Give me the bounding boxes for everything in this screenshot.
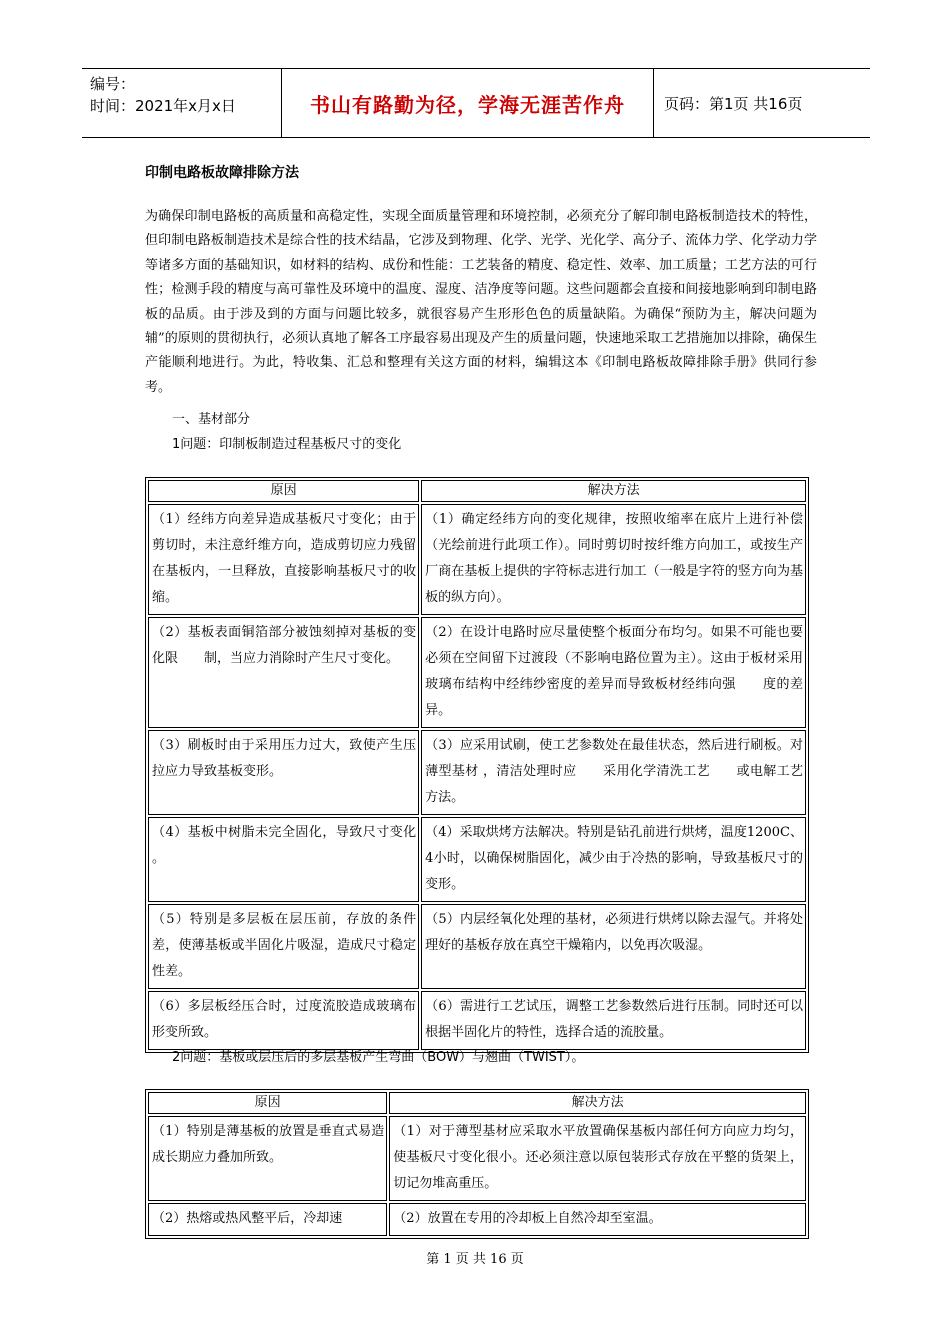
table-row xyxy=(148,817,806,902)
cause-cell: （3）刷板时由于采用压力过大，致使产生压拉应力导致基板变形。 xyxy=(148,730,419,815)
table-row xyxy=(148,617,806,728)
table-header-row xyxy=(148,480,806,502)
table-row xyxy=(148,904,806,989)
cause-cell: （6）多层板经压合时，过度流胶造成玻璃布形变所致。 xyxy=(148,991,419,1050)
header-cause: 原因 xyxy=(148,480,419,502)
table-2 xyxy=(145,1089,809,1239)
document-title: 印制电路板故障排除方法 xyxy=(145,165,299,181)
cause-cell: （2）热熔或热风整平后，冷却速 xyxy=(148,1203,387,1236)
cause-cell: （1）特别是薄基板的放置是垂直式易造成长期应力叠加所致。 xyxy=(148,1116,387,1201)
page-info-text: 页码：第1页 共16页 xyxy=(664,94,803,113)
intro-paragraph: 为确保印制电路板的高质量和高稳定性，实现全面质量管理和环境控制，必须充分了解印制电路板制造技术的特性，但印制电路板制造技术是综合性的技术结晶，它涉及到物理、化学、光学、光化学、高分子、流体力学、化学动力学等诸多方面的基础知识，如材料的结构、成份和性能：工艺装备的精度、稳定性、效率、加工质量；工艺方法的可行性；检测手段的精度与高可靠性及环境中的温度、湿度、洁净度等问题。这些问题都会直接和间接地影响到印制电路板的品质。由于涉及到的方面与问题比较多，就很容易产生形形色色的质量缺陷。为确保“预防为主，解决问题为辅”的原则的贯彻执行，必须认真地了解各工序最容易出现及产生的质量问题，快速地采取工艺措施加以排除，确保生产能顺利地进行。为此，特收集、汇总和整理有关这方面的材料，编辑这本《印制电路板故障排除手册》供同行参考。 xyxy=(145,209,817,395)
table-header-row xyxy=(148,1092,806,1114)
solution-cell: （2）放置在专用的冷却板上自然冷却至室温。 xyxy=(389,1203,806,1236)
table-row xyxy=(148,991,806,1050)
page-header xyxy=(82,68,870,138)
question-1: 1问题：印制板制造过程基板尺寸的变化 xyxy=(172,437,402,452)
section-heading: 一、基材部分 xyxy=(172,412,251,427)
time-label: 时间：2021年x月x日 xyxy=(90,97,236,115)
table-row xyxy=(148,730,806,815)
table-row xyxy=(148,504,806,615)
page-footer: 第 1 页 共 16 页 xyxy=(426,1252,524,1267)
solution-cell: （6）需进行工艺试压，调整工艺参数然后进行压制。同时还可以根据半固化片的特性，选择合适的流胶量。 xyxy=(421,991,806,1050)
solution-cell: （4）采取烘烤方法解决。特别是钻孔前进行烘烤，温度1200C、4小时，以确保树脂固化，减少由于冷热的影响，导致基板尺寸的变形。 xyxy=(421,817,806,902)
table-row xyxy=(148,1116,806,1201)
header-meta xyxy=(82,69,282,137)
header-motto-cell xyxy=(282,69,654,137)
solution-cell: （2）在设计电路时应尽量使整个板面分布均匀。如果不可能也要必须在空间留下过渡段（不影响电路位置为主）。这由于板材采用玻璃布结构中经纬纱密度的差异而导致板材经纬向强 度的差异。 xyxy=(421,617,806,728)
solution-cell: （1）确定经纬方向的变化规律，按照收缩率在底片上进行补偿（光绘前进行此项工作）。同时剪切时按纤维方向加工，或按生产厂商在基板上提供的字符标志进行加工（一般是字符的竖方向为基板的纵方向）。 xyxy=(421,504,806,615)
cause-cell: （1）经纬方向差异造成基板尺寸变化；由于剪切时，未注意纤维方向，造成剪切应力残留在基板内，一旦释放，直接影响基板尺寸的收缩。 xyxy=(148,504,419,615)
header-solution: 解决方法 xyxy=(389,1092,806,1114)
header-page-info xyxy=(654,69,870,137)
motto-text: 书山有路勤为径，学海无涯苦作舟 xyxy=(310,92,625,117)
cause-cell: （4）基板中树脂未完全固化，导致尺寸变化 。 xyxy=(148,817,419,902)
cause-cell: （2）基板表面铜箔部分被蚀刻掉对基板的变化限 制，当应力消除时产生尺寸变化。 xyxy=(148,617,419,728)
cause-cell: （5）特别是多层板在层压前，存放的条件差，使薄基板或半固化片吸湿，造成尺寸稳定性差。 xyxy=(148,904,419,989)
solution-cell: （5）内层经氧化处理的基材，必须进行烘烤以除去湿气。并将处理好的基板存放在真空干燥箱内，以免再次吸湿。 xyxy=(421,904,806,989)
number-label: 编号： xyxy=(90,75,136,93)
header-cause: 原因 xyxy=(148,1092,387,1114)
solution-cell: （1）对于薄型基材应采取水平放置确保基板内部任何方向应力均匀，使基板尺寸变化很小。还必须注意以原包装形式存放在平整的货架上，切记勿堆高重压。 xyxy=(389,1116,806,1201)
question-2: 2问题：基板或层压后的多层基板产生弯曲（BOW）与翘曲（TWIST）。 xyxy=(172,1050,585,1065)
solution-cell: （3）应采用试刷，使工艺参数处在最佳状态，然后进行刷板。对薄型基材 ，清洁处理时应 采用化学清洗工艺 或电解工艺方法。 xyxy=(421,730,806,815)
table-row xyxy=(148,1203,806,1236)
header-solution: 解决方法 xyxy=(421,480,806,502)
table-1 xyxy=(145,477,809,1053)
